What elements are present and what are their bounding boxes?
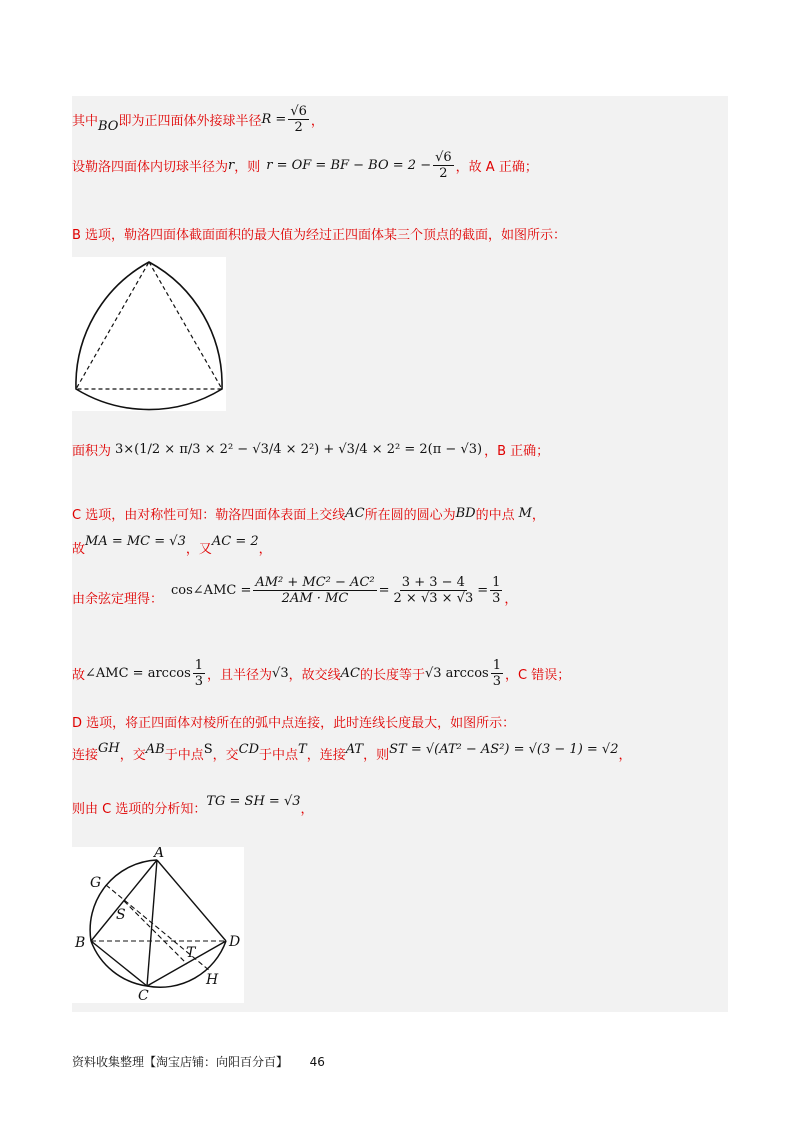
frac-den: 2	[439, 166, 448, 181]
math-radius: √3	[272, 666, 289, 681]
math-bd: BD	[455, 506, 476, 521]
text: ，	[300, 802, 314, 817]
math-length: √3 arccos	[424, 666, 489, 681]
frac-den: 2	[294, 120, 303, 135]
text: 连接	[72, 748, 99, 763]
math-eq: =	[477, 583, 489, 598]
math-angle: ∠AMC = arccos	[85, 666, 191, 681]
figure-reuleaux-section	[72, 257, 226, 411]
text: ，交	[212, 748, 239, 763]
reuleaux-diagram	[72, 257, 226, 411]
math-ac: AC	[340, 666, 360, 681]
math-formula: r = OF = BF − BO = 2 −	[266, 158, 432, 173]
text: ，	[531, 508, 545, 523]
fraction	[433, 150, 454, 181]
label-h: H	[206, 972, 219, 988]
label-t: T	[186, 945, 196, 961]
line-option-d	[72, 712, 515, 731]
text: 的中点	[475, 508, 515, 523]
math-s: S	[203, 742, 213, 757]
math-tg-sh: TG = SH = √3	[206, 794, 301, 809]
math-bo: BO	[98, 119, 119, 134]
math-eq: =	[378, 583, 390, 598]
frac-num: AM² + MC² − AC²	[255, 575, 375, 590]
label-s: S	[116, 907, 126, 923]
math-cos: cos∠AMC =	[171, 583, 252, 598]
math-ac: AC	[345, 506, 365, 521]
math-t: T	[298, 742, 307, 757]
math-gh: GH	[98, 741, 120, 756]
text: ，故 A 正确；	[455, 160, 538, 175]
frac-num: 3 + 3 − 4	[401, 575, 465, 590]
page-footer	[72, 1053, 325, 1070]
math-ab: AB	[145, 742, 165, 757]
line-connect-gh	[72, 741, 632, 763]
math-at: AT	[345, 742, 364, 757]
fraction	[253, 575, 376, 606]
frac-den: 3	[194, 674, 204, 689]
line-tg-sh	[72, 794, 314, 817]
fraction	[490, 575, 502, 606]
frac-num: 1	[492, 575, 501, 590]
text: ，C 错误；	[504, 668, 571, 683]
frac-num: √6	[290, 104, 307, 119]
text: ，则	[234, 160, 261, 175]
text: 故	[72, 542, 86, 557]
label-g: G	[90, 875, 102, 891]
text: ，	[310, 114, 324, 129]
frac-num: 1	[492, 658, 501, 673]
line-arccos	[72, 658, 570, 689]
math-ac-2: AC = 2	[211, 534, 259, 549]
fraction	[193, 658, 205, 689]
frac-den: 2AM · MC	[281, 591, 349, 606]
math-r-eq: R =	[261, 112, 287, 127]
text: 其中	[72, 114, 99, 129]
math-cd: CD	[238, 742, 260, 757]
text: ，	[504, 592, 518, 607]
text: 所在圆的圆心为	[364, 508, 456, 523]
text: 于中点	[164, 748, 204, 763]
line-inner-radius	[72, 150, 538, 181]
line-option-c	[72, 504, 545, 523]
text: ，B 正确；	[484, 444, 550, 459]
math-m: M	[518, 506, 532, 521]
text: B 选项，勒洛四面体截面面积的最大值为经过正四面体某三个顶点的截面，如图所示：	[72, 228, 567, 243]
frac-den: 3	[492, 591, 501, 606]
frac-den: 3	[492, 674, 501, 689]
text: ，又	[185, 542, 212, 557]
text: 由余弦定理得：	[72, 592, 164, 607]
label-a: A	[154, 847, 165, 861]
tetrahedron-diagram	[72, 847, 244, 1003]
text: ，	[258, 542, 272, 557]
text: 的长度等于	[359, 668, 425, 683]
text: 即为正四面体外接球半径	[118, 114, 262, 129]
fraction	[491, 658, 503, 689]
text: ，交	[119, 748, 146, 763]
figure-tetrahedron	[72, 847, 244, 1003]
text: 故	[72, 668, 86, 683]
frac-num: 1	[194, 658, 204, 673]
text: 则由 C 选项的分析知：	[72, 802, 207, 817]
line-ma-mc	[72, 534, 272, 557]
label-d: D	[229, 934, 241, 950]
text: 设勒洛四面体内切球半径为	[72, 160, 229, 175]
text: ，则	[363, 748, 390, 763]
math-st: ST = √(AT² − AS²) = √(3 − 1) = √2	[389, 742, 619, 757]
text: C 选项，由对称性可知：勒洛四面体表面上交线	[72, 508, 346, 523]
text: ，	[618, 748, 632, 763]
fraction	[392, 575, 476, 606]
math-ma-mc: MA = MC = √3	[85, 534, 186, 549]
line-outer-radius	[72, 104, 324, 135]
frac-num: √6	[435, 150, 452, 165]
line-option-b	[72, 224, 566, 243]
label-b: B	[75, 935, 86, 951]
text: 于中点	[259, 748, 299, 763]
page-number: 46	[309, 1055, 325, 1069]
text: ，故交线	[288, 668, 341, 683]
frac-den: 2 × √3 × √3	[393, 591, 474, 606]
footer-source: 资料收集整理【淘宝店铺：向阳百分百】	[72, 1055, 289, 1069]
line-area	[72, 440, 549, 459]
line-cosine	[72, 575, 518, 607]
label-c: C	[138, 988, 149, 1003]
text: ，连接	[306, 748, 346, 763]
math-r: r	[228, 158, 235, 173]
text: D 选项，将正四面体对棱所在的弧中点连接，此时连线长度最大，如图所示：	[72, 716, 516, 731]
fraction	[288, 104, 309, 135]
math-area-formula: 3×(1/2 × π/3 × 2² − √3/4 × 2²) + √3/4 × 2² = 2(π − √3)	[115, 442, 483, 457]
text: ，且半径为	[207, 668, 273, 683]
text: 面积为	[72, 444, 112, 459]
